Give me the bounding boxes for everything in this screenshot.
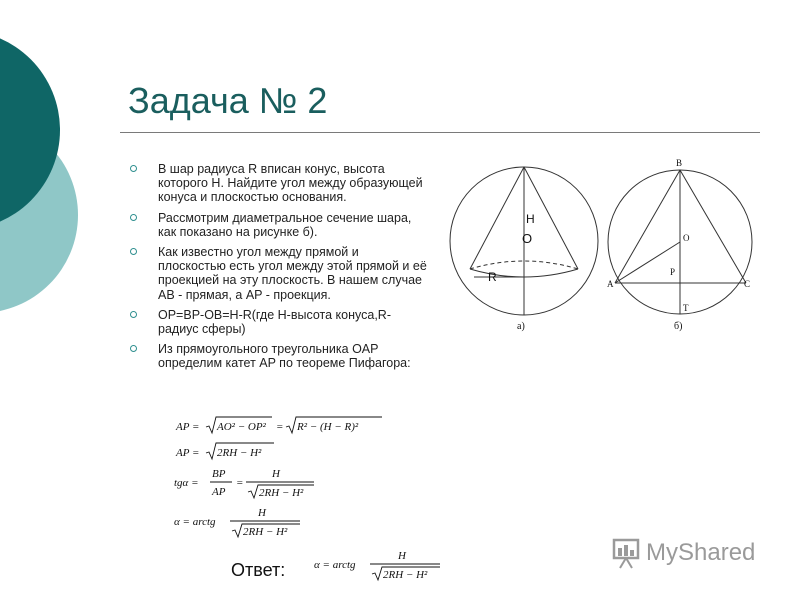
formula-radicand: AO² − OP²	[217, 421, 266, 433]
logo-text: MyShared	[646, 539, 756, 566]
formula-ap-pythagoras	[174, 414, 394, 438]
formula-radicand: R² − (H − R)²	[297, 421, 359, 433]
formula-denominator: 2RH − H²	[259, 487, 304, 499]
formula-denominator: 2RH − H²	[383, 569, 428, 581]
label-b-B: B	[676, 158, 683, 168]
myshared-logo	[612, 536, 755, 570]
formula-lhs: AP =	[176, 421, 200, 433]
formula-numerator: H	[272, 468, 280, 480]
bullet-list	[130, 162, 430, 377]
bullet-text: Из прямоугольного треугольника OAP определим катет AP по теореме Пифагора:	[158, 342, 411, 371]
formula-equals: =	[276, 421, 284, 433]
slide-title: Задача № 2	[128, 80, 328, 121]
answer-label: Ответ:	[231, 560, 286, 580]
caption-b: б)	[674, 321, 683, 332]
figure-b	[608, 170, 752, 314]
bullet-text: Рассмотрим диаметральное сечение шара, как показано на рисунке б).	[158, 210, 412, 239]
label-a-H: H	[526, 212, 535, 226]
answer-formula	[312, 546, 452, 586]
presentation-board-icon	[612, 536, 640, 570]
formula-denominator: 2RH − H²	[243, 526, 288, 538]
bullet-circle-icon	[130, 165, 137, 172]
label-b-P: P	[670, 267, 676, 277]
caption-a: а)	[517, 321, 525, 332]
bullet-item	[130, 162, 430, 205]
geometry-figures	[440, 150, 780, 340]
bullet-item	[130, 211, 430, 239]
formula-alpha-arctg	[172, 503, 312, 541]
formula-lhs: tgα =	[174, 477, 199, 489]
label-b-T: T	[683, 303, 689, 313]
bullet-text: В шар радиуса R вписан конус, высота которого H. Найдите угол между образующей конуса и плоскостью основания.	[158, 162, 423, 205]
formula-lhs: AP =	[176, 447, 200, 459]
bullet-circle-icon	[130, 214, 137, 221]
bullet-circle-icon	[130, 248, 137, 255]
formula-lhs: α = arctg	[174, 516, 216, 528]
formula-radicand: 2RH − H²	[217, 447, 262, 459]
bullet-item	[130, 342, 430, 370]
formula-denominator: AP	[212, 486, 226, 498]
label-b-A: A	[607, 279, 614, 289]
formula-numerator: H	[398, 550, 406, 562]
bullet-item	[130, 245, 430, 302]
formula-ap-result	[174, 440, 294, 464]
bullet-item	[130, 308, 430, 336]
formula-tg-alpha	[172, 464, 322, 502]
bullet-text: Как известно угол между прямой и плоскостью есть угол между этой прямой и её проекцией на эту плоскость. В нашем случае AB - прямая, а AP - проекция.	[158, 245, 427, 302]
label-a-R: R	[488, 270, 497, 284]
bullet-text: OP=BP-OB=H-R(где H-высота конуса,R-радиус сферы)	[158, 307, 391, 337]
formula-numerator: H	[258, 507, 266, 519]
label-b-C: C	[744, 279, 751, 289]
decorative-circles	[0, 0, 120, 330]
formula-lhs: α = arctg	[314, 559, 356, 571]
label-a-O: O	[522, 231, 533, 246]
bullet-circle-icon	[130, 311, 137, 318]
formula-numerator: BP	[212, 468, 226, 480]
bullet-circle-icon	[130, 345, 137, 352]
label-b-O: O	[683, 233, 690, 243]
formula-equals: =	[236, 477, 244, 489]
title-divider	[120, 132, 760, 133]
